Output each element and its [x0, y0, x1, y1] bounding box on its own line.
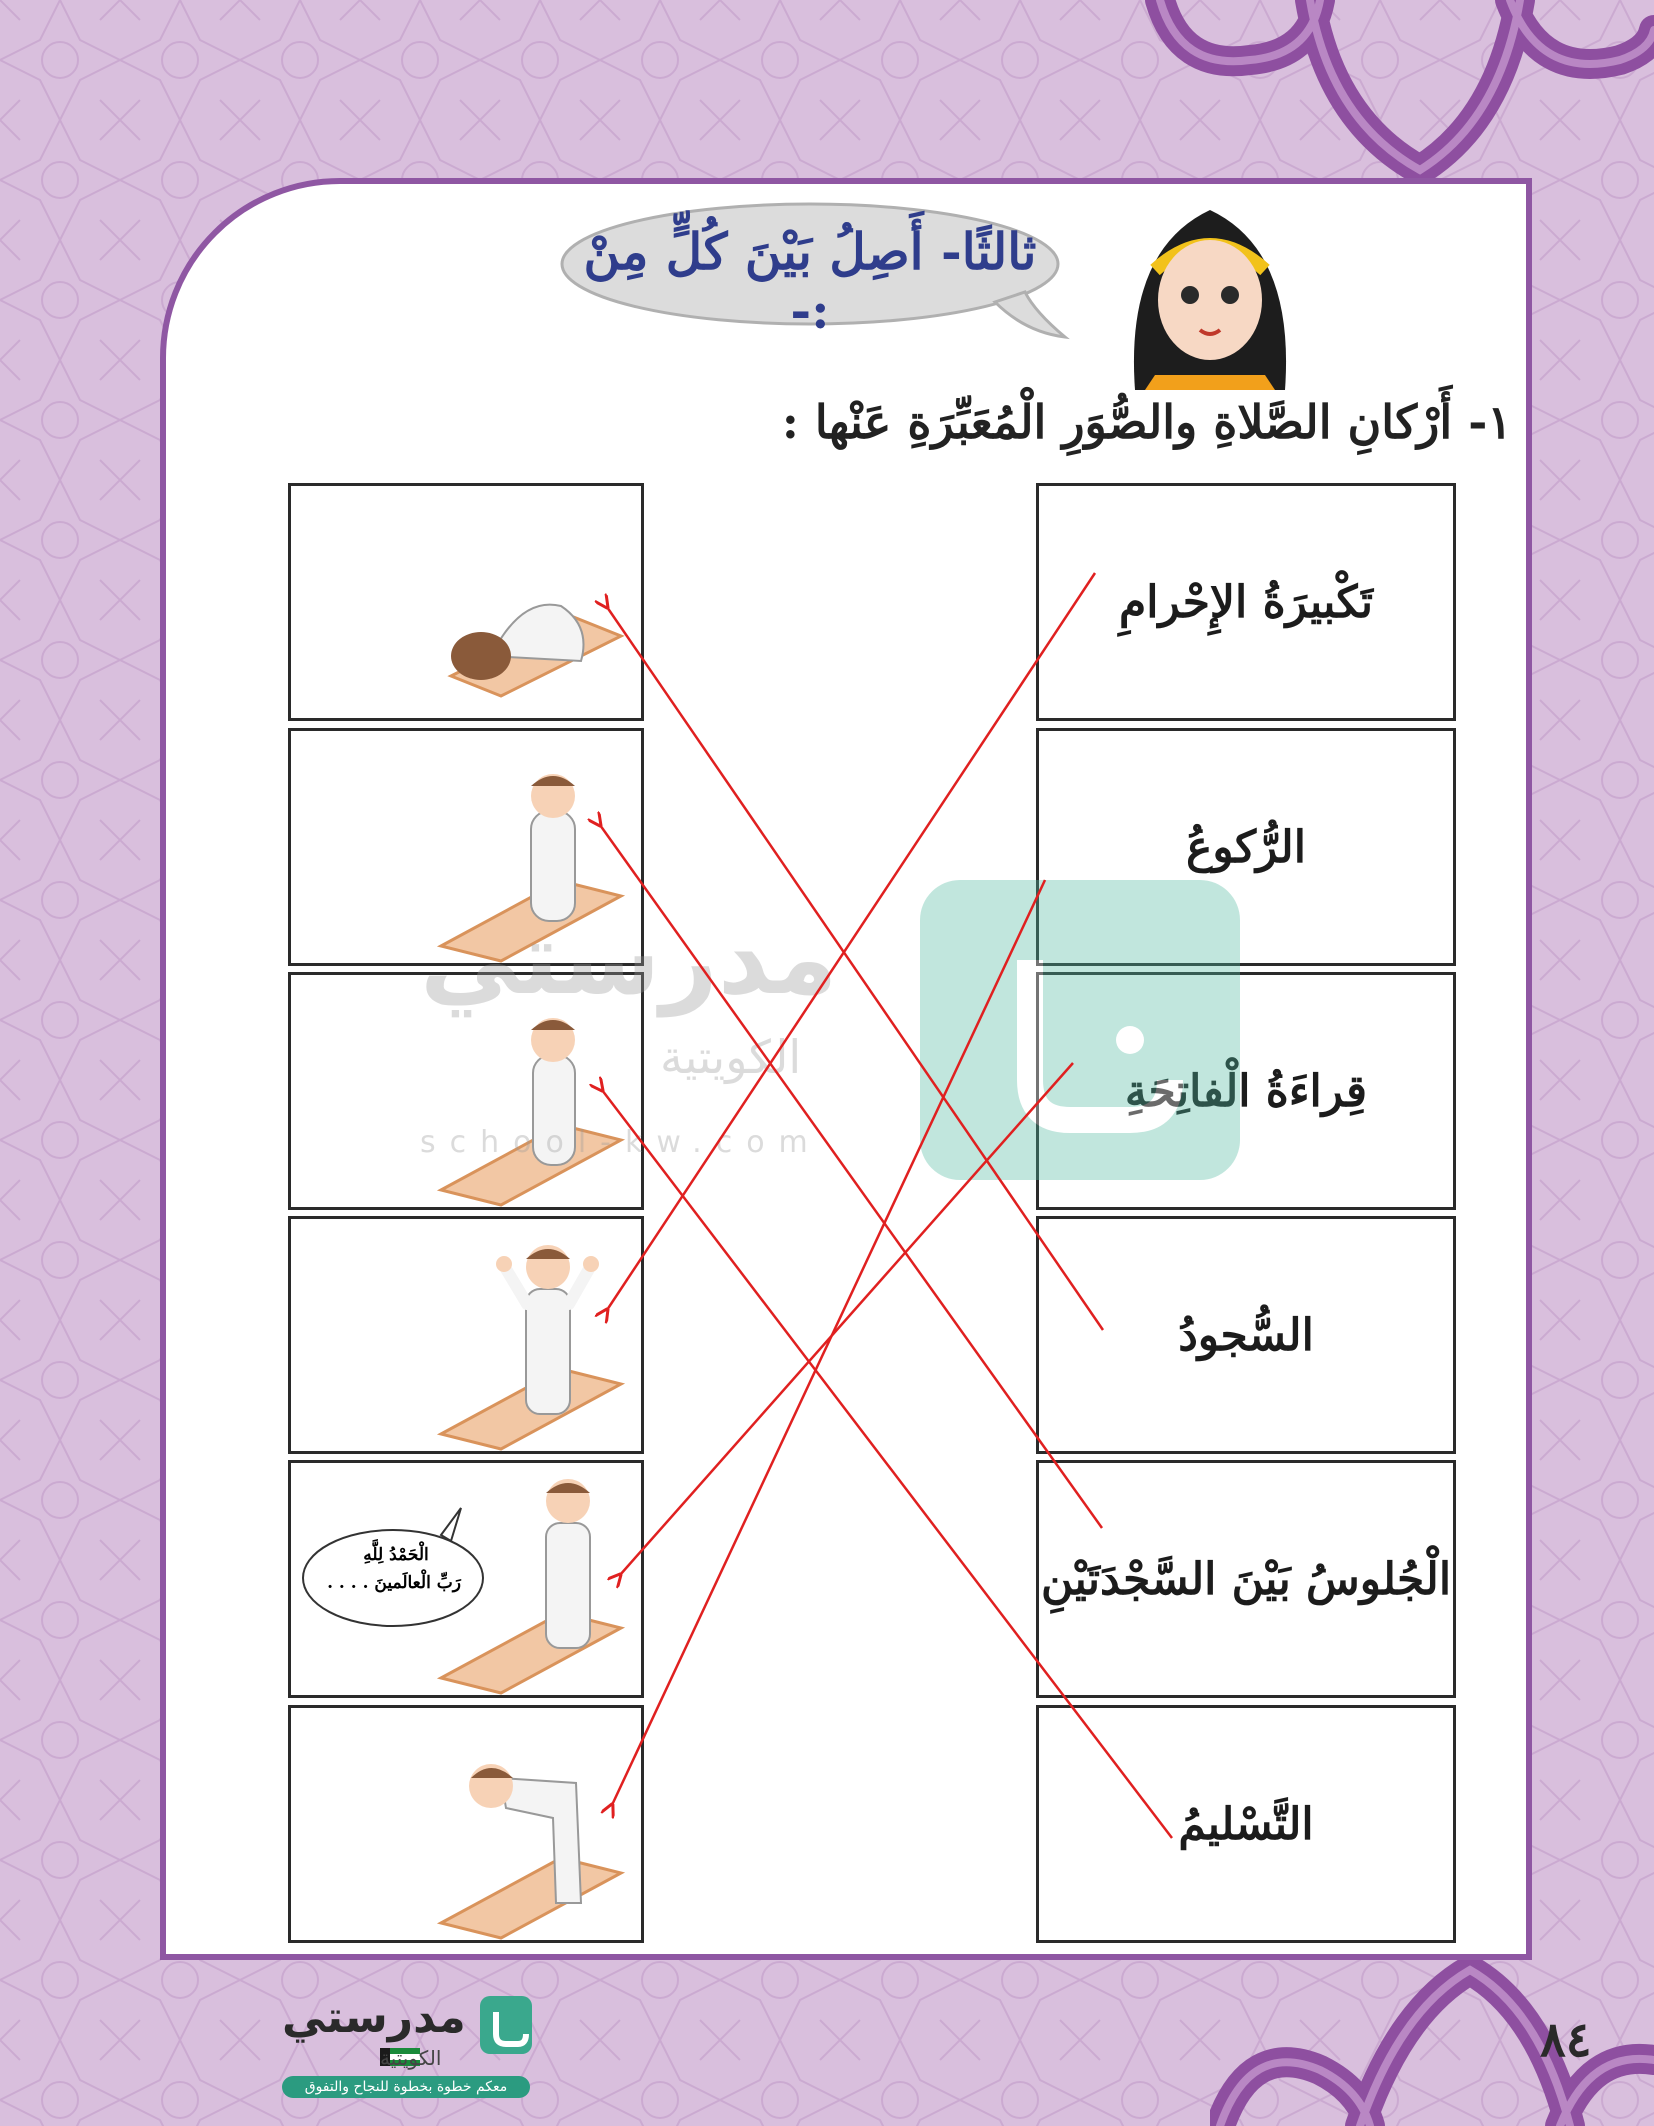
picture-box[interactable] [288, 1216, 644, 1454]
watermark-site: school-kw.com [420, 1125, 822, 1160]
term-label: تَكْبيرَةُ الإِحْرامِ [1118, 576, 1373, 628]
term-label: الْجُلوسُ بَيْنَ السَّجْدَتَيْنِ [1040, 1553, 1452, 1605]
picture-box[interactable] [288, 1460, 644, 1698]
boy-hands-raised-icon [291, 1219, 641, 1451]
logo-sub: الكويتية [380, 2046, 442, 2070]
term-box-takbeer[interactable] [1036, 483, 1456, 721]
logo-name: مدرستي [282, 1992, 466, 2043]
picture-box[interactable] [288, 483, 644, 721]
term-box-sujood[interactable] [1036, 1216, 1456, 1454]
bowing-boy-icon [291, 1708, 641, 1940]
girl-character-icon [1115, 190, 1305, 390]
logo-tagline: معكم خطوة بخطوة للنجاح والتفوق [282, 2076, 530, 2098]
speech-line: الْحَمْدُ لِلَّهِ [363, 1545, 429, 1565]
prostrating-boy-icon [291, 486, 641, 718]
term-label: التَّسْليمُ [1178, 1798, 1314, 1850]
top-ornament [1120, 0, 1654, 180]
term-box-tasleem[interactable] [1036, 1705, 1456, 1943]
speech-line: رَبِّ الْعالَمينَ . . . . [327, 1573, 461, 1593]
term-label: قِراءَةُ الْفاتِحَةِ [1124, 1065, 1368, 1117]
term-label: السُّجودُ [1178, 1309, 1314, 1361]
term-box-jalsa[interactable] [1036, 1460, 1456, 1698]
section-title: ثالثًا- أَصِلُ بَيْنَ كُلٍّ مِنْ :- [583, 222, 1037, 340]
question-text: ١- أَرْكانِ الصَّلاةِ والصُّوَرِ الْمُعَبِّرَةِ عَنْها : [781, 395, 1512, 449]
watermark-sub: الكويتية [660, 1030, 802, 1084]
picture-box[interactable] [288, 1705, 644, 1943]
page-number: ٨٤ [1540, 2012, 1592, 2068]
term-label: الرُّكوعُ [1186, 821, 1306, 873]
watermark-name: مدرستي [420, 900, 838, 1017]
